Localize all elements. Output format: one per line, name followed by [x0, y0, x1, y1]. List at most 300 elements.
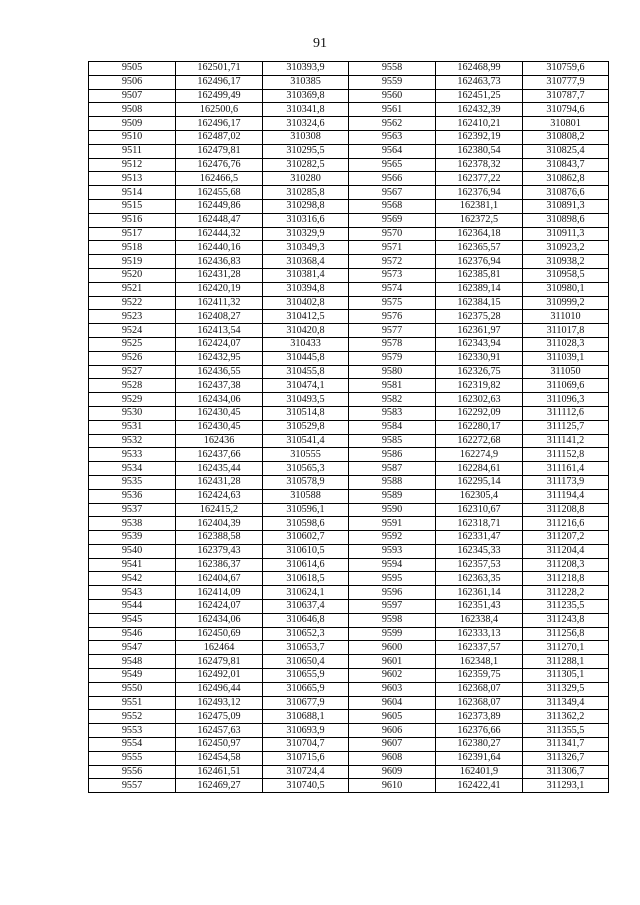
point-number-cell: 9544	[89, 600, 176, 614]
y-coordinate-cell: 310794,6	[523, 103, 609, 117]
point-number-cell: 9574	[349, 282, 436, 296]
point-number-cell: 9590	[349, 503, 436, 517]
point-number-cell: 9519	[89, 255, 176, 269]
y-coordinate-cell: 311256,8	[523, 627, 609, 641]
point-number-cell: 9601	[349, 655, 436, 669]
point-number-cell: 9532	[89, 434, 176, 448]
x-coordinate-cell: 162461,51	[176, 765, 263, 779]
table-row	[89, 75, 609, 89]
y-coordinate-cell: 310665,9	[263, 682, 349, 696]
point-number-cell: 9602	[349, 669, 436, 683]
point-number-cell: 9513	[89, 172, 176, 186]
x-coordinate-cell: 162492,01	[176, 669, 263, 683]
point-number-cell: 9529	[89, 393, 176, 407]
x-coordinate-cell: 162343,94	[436, 337, 523, 351]
point-number-cell: 9591	[349, 517, 436, 531]
x-coordinate-cell: 162331,47	[436, 531, 523, 545]
x-coordinate-cell: 162292,09	[436, 406, 523, 420]
point-number-cell: 9583	[349, 406, 436, 420]
x-coordinate-cell: 162378,32	[436, 158, 523, 172]
y-coordinate-cell: 310688,1	[263, 710, 349, 724]
point-number-cell: 9584	[349, 420, 436, 434]
table-row	[89, 144, 609, 158]
table-row	[89, 710, 609, 724]
point-number-cell: 9541	[89, 558, 176, 572]
x-coordinate-cell: 162326,75	[436, 365, 523, 379]
point-number-cell: 9594	[349, 558, 436, 572]
table-row	[89, 600, 609, 614]
point-number-cell: 9506	[89, 75, 176, 89]
point-number-cell: 9589	[349, 489, 436, 503]
y-coordinate-cell: 311341,7	[523, 738, 609, 752]
point-number-cell: 9518	[89, 241, 176, 255]
x-coordinate-cell: 162444,32	[176, 227, 263, 241]
x-coordinate-cell: 162380,27	[436, 738, 523, 752]
table-row	[89, 669, 609, 683]
x-coordinate-cell: 162351,43	[436, 600, 523, 614]
y-coordinate-cell: 310677,9	[263, 696, 349, 710]
x-coordinate-cell: 162404,67	[176, 572, 263, 586]
y-coordinate-cell: 311173,9	[523, 475, 609, 489]
point-number-cell: 9581	[349, 379, 436, 393]
point-number-cell: 9556	[89, 765, 176, 779]
point-number-cell: 9597	[349, 600, 436, 614]
y-coordinate-cell: 311306,7	[523, 765, 609, 779]
point-number-cell: 9508	[89, 103, 176, 117]
x-coordinate-cell: 162424,07	[176, 337, 263, 351]
point-number-cell: 9596	[349, 586, 436, 600]
y-coordinate-cell: 310514,8	[263, 406, 349, 420]
x-coordinate-cell: 162284,61	[436, 462, 523, 476]
point-number-cell: 9528	[89, 379, 176, 393]
x-coordinate-cell: 162365,57	[436, 241, 523, 255]
x-coordinate-cell: 162389,14	[436, 282, 523, 296]
y-coordinate-cell: 310369,8	[263, 89, 349, 103]
y-coordinate-cell: 311194,4	[523, 489, 609, 503]
x-coordinate-cell: 162372,5	[436, 213, 523, 227]
x-coordinate-cell: 162455,68	[176, 186, 263, 200]
y-coordinate-cell: 310282,5	[263, 158, 349, 172]
x-coordinate-cell: 162450,69	[176, 627, 263, 641]
table-row	[89, 655, 609, 669]
x-coordinate-cell: 162420,19	[176, 282, 263, 296]
x-coordinate-cell: 162330,91	[436, 351, 523, 365]
x-coordinate-cell: 162375,28	[436, 310, 523, 324]
y-coordinate-cell: 311125,7	[523, 420, 609, 434]
table-row	[89, 448, 609, 462]
y-coordinate-cell: 311152,8	[523, 448, 609, 462]
y-coordinate-cell: 310602,7	[263, 531, 349, 545]
x-coordinate-cell: 162424,63	[176, 489, 263, 503]
point-number-cell: 9522	[89, 296, 176, 310]
y-coordinate-cell: 311288,1	[523, 655, 609, 669]
point-number-cell: 9539	[89, 531, 176, 545]
table-row	[89, 517, 609, 531]
x-coordinate-cell: 162385,81	[436, 268, 523, 282]
point-number-cell: 9604	[349, 696, 436, 710]
x-coordinate-cell: 162376,94	[436, 255, 523, 269]
table-row	[89, 724, 609, 738]
x-coordinate-cell: 162450,97	[176, 738, 263, 752]
x-coordinate-cell: 162501,71	[176, 62, 263, 76]
x-coordinate-cell: 162357,53	[436, 558, 523, 572]
x-coordinate-cell: 162272,68	[436, 434, 523, 448]
y-coordinate-cell: 311270,1	[523, 641, 609, 655]
table-row	[89, 227, 609, 241]
x-coordinate-cell: 162408,27	[176, 310, 263, 324]
point-number-cell: 9536	[89, 489, 176, 503]
point-number-cell: 9592	[349, 531, 436, 545]
x-coordinate-cell: 162373,89	[436, 710, 523, 724]
y-coordinate-cell: 310911,3	[523, 227, 609, 241]
x-coordinate-cell: 162333,13	[436, 627, 523, 641]
y-coordinate-cell: 311228,2	[523, 586, 609, 600]
table-row	[89, 89, 609, 103]
x-coordinate-cell: 162363,35	[436, 572, 523, 586]
x-coordinate-cell: 162434,06	[176, 393, 263, 407]
point-number-cell: 9545	[89, 613, 176, 627]
table-row	[89, 199, 609, 213]
point-number-cell: 9600	[349, 641, 436, 655]
table-row	[89, 572, 609, 586]
x-coordinate-cell: 162384,15	[436, 296, 523, 310]
x-coordinate-cell: 162380,54	[436, 144, 523, 158]
x-coordinate-cell: 162319,82	[436, 379, 523, 393]
y-coordinate-cell: 310808,2	[523, 130, 609, 144]
point-number-cell: 9515	[89, 199, 176, 213]
point-number-cell: 9505	[89, 62, 176, 76]
point-number-cell: 9558	[349, 62, 436, 76]
point-number-cell: 9570	[349, 227, 436, 241]
x-coordinate-cell: 162451,25	[436, 89, 523, 103]
table-row	[89, 489, 609, 503]
coordinates-table-body	[89, 62, 609, 793]
table-row	[89, 213, 609, 227]
y-coordinate-cell: 310455,8	[263, 365, 349, 379]
point-number-cell: 9520	[89, 268, 176, 282]
table-row	[89, 103, 609, 117]
x-coordinate-cell: 162361,97	[436, 324, 523, 338]
x-coordinate-cell: 162496,44	[176, 682, 263, 696]
x-coordinate-cell: 162345,33	[436, 544, 523, 558]
table-row	[89, 586, 609, 600]
table-row	[89, 282, 609, 296]
x-coordinate-cell: 162410,21	[436, 117, 523, 131]
table-row	[89, 268, 609, 282]
point-number-cell: 9512	[89, 158, 176, 172]
y-coordinate-cell: 311141,2	[523, 434, 609, 448]
point-number-cell: 9557	[89, 779, 176, 793]
x-coordinate-cell: 162463,73	[436, 75, 523, 89]
y-coordinate-cell: 310280	[263, 172, 349, 186]
point-number-cell: 9509	[89, 117, 176, 131]
point-number-cell: 9549	[89, 669, 176, 683]
x-coordinate-cell: 162302,63	[436, 393, 523, 407]
x-coordinate-cell: 162413,54	[176, 324, 263, 338]
y-coordinate-cell: 310801	[523, 117, 609, 131]
y-coordinate-cell: 310329,9	[263, 227, 349, 241]
y-coordinate-cell: 311112,6	[523, 406, 609, 420]
point-number-cell: 9586	[349, 448, 436, 462]
point-number-cell: 9577	[349, 324, 436, 338]
x-coordinate-cell: 162337,57	[436, 641, 523, 655]
point-number-cell: 9564	[349, 144, 436, 158]
x-coordinate-cell: 162432,39	[436, 103, 523, 117]
page-number: 91	[313, 36, 327, 51]
y-coordinate-cell: 310777,9	[523, 75, 609, 89]
x-coordinate-cell: 162280,17	[436, 420, 523, 434]
point-number-cell: 9533	[89, 448, 176, 462]
point-number-cell: 9571	[349, 241, 436, 255]
point-number-cell: 9535	[89, 475, 176, 489]
x-coordinate-cell: 162496,17	[176, 75, 263, 89]
y-coordinate-cell: 310596,1	[263, 503, 349, 517]
table-row	[89, 613, 609, 627]
y-coordinate-cell: 311218,8	[523, 572, 609, 586]
x-coordinate-cell: 162391,64	[436, 751, 523, 765]
point-number-cell: 9537	[89, 503, 176, 517]
x-coordinate-cell: 162348,1	[436, 655, 523, 669]
x-coordinate-cell: 162401,9	[436, 765, 523, 779]
x-coordinate-cell: 162487,02	[176, 130, 263, 144]
x-coordinate-cell: 162454,58	[176, 751, 263, 765]
y-coordinate-cell: 310759,6	[523, 62, 609, 76]
table-row	[89, 241, 609, 255]
x-coordinate-cell: 162415,2	[176, 503, 263, 517]
y-coordinate-cell: 310298,8	[263, 199, 349, 213]
y-coordinate-cell: 310999,2	[523, 296, 609, 310]
point-number-cell: 9553	[89, 724, 176, 738]
x-coordinate-cell: 162496,17	[176, 117, 263, 131]
table-row	[89, 324, 609, 338]
x-coordinate-cell: 162464	[176, 641, 263, 655]
table-row	[89, 641, 609, 655]
table-row	[89, 351, 609, 365]
y-coordinate-cell: 311326,7	[523, 751, 609, 765]
point-number-cell: 9524	[89, 324, 176, 338]
y-coordinate-cell: 310555	[263, 448, 349, 462]
table-row	[89, 462, 609, 476]
y-coordinate-cell: 311216,6	[523, 517, 609, 531]
point-number-cell: 9548	[89, 655, 176, 669]
point-number-cell: 9559	[349, 75, 436, 89]
x-coordinate-cell: 162379,43	[176, 544, 263, 558]
table-row	[89, 158, 609, 172]
table-row	[89, 186, 609, 200]
y-coordinate-cell: 311039,1	[523, 351, 609, 365]
y-coordinate-cell: 310394,8	[263, 282, 349, 296]
x-coordinate-cell: 162466,5	[176, 172, 263, 186]
y-coordinate-cell: 310588	[263, 489, 349, 503]
table-row	[89, 379, 609, 393]
y-coordinate-cell: 311329,5	[523, 682, 609, 696]
point-number-cell: 9608	[349, 751, 436, 765]
x-coordinate-cell: 162479,81	[176, 144, 263, 158]
point-number-cell: 9540	[89, 544, 176, 558]
point-number-cell: 9610	[349, 779, 436, 793]
x-coordinate-cell: 162437,66	[176, 448, 263, 462]
table-row	[89, 296, 609, 310]
point-number-cell: 9542	[89, 572, 176, 586]
x-coordinate-cell: 162381,1	[436, 199, 523, 213]
y-coordinate-cell: 311050	[523, 365, 609, 379]
point-number-cell: 9568	[349, 199, 436, 213]
y-coordinate-cell: 310876,6	[523, 186, 609, 200]
point-number-cell: 9521	[89, 282, 176, 296]
point-number-cell: 9593	[349, 544, 436, 558]
point-number-cell: 9573	[349, 268, 436, 282]
y-coordinate-cell: 310529,8	[263, 420, 349, 434]
x-coordinate-cell: 162338,4	[436, 613, 523, 627]
point-number-cell: 9575	[349, 296, 436, 310]
y-coordinate-cell: 310923,2	[523, 241, 609, 255]
table-row	[89, 420, 609, 434]
table-row	[89, 337, 609, 351]
point-number-cell: 9546	[89, 627, 176, 641]
x-coordinate-cell: 162392,19	[436, 130, 523, 144]
table-row	[89, 738, 609, 752]
x-coordinate-cell: 162430,45	[176, 420, 263, 434]
point-number-cell: 9517	[89, 227, 176, 241]
table-row	[89, 503, 609, 517]
y-coordinate-cell: 310285,8	[263, 186, 349, 200]
y-coordinate-cell: 310614,6	[263, 558, 349, 572]
x-coordinate-cell: 162411,32	[176, 296, 263, 310]
y-coordinate-cell: 310381,4	[263, 268, 349, 282]
table-row	[89, 558, 609, 572]
y-coordinate-cell: 310598,6	[263, 517, 349, 531]
y-coordinate-cell: 310541,4	[263, 434, 349, 448]
point-number-cell: 9543	[89, 586, 176, 600]
y-coordinate-cell: 310295,5	[263, 144, 349, 158]
point-number-cell: 9587	[349, 462, 436, 476]
point-number-cell: 9566	[349, 172, 436, 186]
y-coordinate-cell: 311161,4	[523, 462, 609, 476]
point-number-cell: 9511	[89, 144, 176, 158]
point-number-cell: 9551	[89, 696, 176, 710]
point-number-cell: 9603	[349, 682, 436, 696]
table-row	[89, 531, 609, 545]
y-coordinate-cell: 310787,7	[523, 89, 609, 103]
x-coordinate-cell: 162479,81	[176, 655, 263, 669]
table-row	[89, 434, 609, 448]
table-row	[89, 627, 609, 641]
point-number-cell: 9567	[349, 186, 436, 200]
y-coordinate-cell: 310980,1	[523, 282, 609, 296]
x-coordinate-cell: 162436,83	[176, 255, 263, 269]
x-coordinate-cell: 162386,37	[176, 558, 263, 572]
point-number-cell: 9572	[349, 255, 436, 269]
table-row	[89, 544, 609, 558]
point-number-cell: 9576	[349, 310, 436, 324]
x-coordinate-cell: 162468,99	[436, 62, 523, 76]
x-coordinate-cell: 162476,76	[176, 158, 263, 172]
x-coordinate-cell: 162295,14	[436, 475, 523, 489]
x-coordinate-cell: 162388,58	[176, 531, 263, 545]
y-coordinate-cell: 310610,5	[263, 544, 349, 558]
y-coordinate-cell: 311305,1	[523, 669, 609, 683]
y-coordinate-cell: 310724,4	[263, 765, 349, 779]
x-coordinate-cell: 162448,47	[176, 213, 263, 227]
point-number-cell: 9552	[89, 710, 176, 724]
table-row	[89, 117, 609, 131]
y-coordinate-cell: 311362,2	[523, 710, 609, 724]
y-coordinate-cell: 310938,2	[523, 255, 609, 269]
x-coordinate-cell: 162499,49	[176, 89, 263, 103]
point-number-cell: 9514	[89, 186, 176, 200]
point-number-cell: 9516	[89, 213, 176, 227]
point-number-cell: 9526	[89, 351, 176, 365]
x-coordinate-cell: 162435,44	[176, 462, 263, 476]
point-number-cell: 9607	[349, 738, 436, 752]
y-coordinate-cell: 310655,9	[263, 669, 349, 683]
point-number-cell: 9599	[349, 627, 436, 641]
x-coordinate-cell: 162436	[176, 434, 263, 448]
table-row	[89, 365, 609, 379]
table-row	[89, 393, 609, 407]
y-coordinate-cell: 310368,4	[263, 255, 349, 269]
table-row	[89, 310, 609, 324]
y-coordinate-cell: 311235,5	[523, 600, 609, 614]
x-coordinate-cell: 162432,95	[176, 351, 263, 365]
x-coordinate-cell: 162437,38	[176, 379, 263, 393]
x-coordinate-cell: 162414,09	[176, 586, 263, 600]
point-number-cell: 9560	[349, 89, 436, 103]
y-coordinate-cell: 310341,8	[263, 103, 349, 117]
y-coordinate-cell: 310316,6	[263, 213, 349, 227]
point-number-cell: 9563	[349, 130, 436, 144]
table-row	[89, 130, 609, 144]
y-coordinate-cell: 310349,3	[263, 241, 349, 255]
table-row	[89, 751, 609, 765]
table-row	[89, 696, 609, 710]
point-number-cell: 9578	[349, 337, 436, 351]
table-row	[89, 255, 609, 269]
y-coordinate-cell: 311069,6	[523, 379, 609, 393]
y-coordinate-cell: 310474,1	[263, 379, 349, 393]
x-coordinate-cell: 162368,07	[436, 682, 523, 696]
point-number-cell: 9579	[349, 351, 436, 365]
x-coordinate-cell: 162376,66	[436, 724, 523, 738]
point-number-cell: 9582	[349, 393, 436, 407]
point-number-cell: 9554	[89, 738, 176, 752]
x-coordinate-cell: 162469,27	[176, 779, 263, 793]
x-coordinate-cell: 162377,22	[436, 172, 523, 186]
point-number-cell: 9523	[89, 310, 176, 324]
y-coordinate-cell: 311293,1	[523, 779, 609, 793]
point-number-cell: 9605	[349, 710, 436, 724]
x-coordinate-cell: 162493,12	[176, 696, 263, 710]
y-coordinate-cell: 310412,5	[263, 310, 349, 324]
y-coordinate-cell: 310891,3	[523, 199, 609, 213]
coordinates-table	[88, 61, 609, 793]
x-coordinate-cell: 162424,07	[176, 600, 263, 614]
y-coordinate-cell: 310393,9	[263, 62, 349, 76]
y-coordinate-cell: 311349,4	[523, 696, 609, 710]
y-coordinate-cell: 310565,3	[263, 462, 349, 476]
y-coordinate-cell: 310825,4	[523, 144, 609, 158]
y-coordinate-cell: 310704,7	[263, 738, 349, 752]
y-coordinate-cell: 310385	[263, 75, 349, 89]
y-coordinate-cell: 310402,8	[263, 296, 349, 310]
y-coordinate-cell: 310445,8	[263, 351, 349, 365]
point-number-cell: 9538	[89, 517, 176, 531]
y-coordinate-cell: 310646,8	[263, 613, 349, 627]
point-number-cell: 9606	[349, 724, 436, 738]
point-number-cell: 9569	[349, 213, 436, 227]
point-number-cell: 9527	[89, 365, 176, 379]
y-coordinate-cell: 310715,6	[263, 751, 349, 765]
